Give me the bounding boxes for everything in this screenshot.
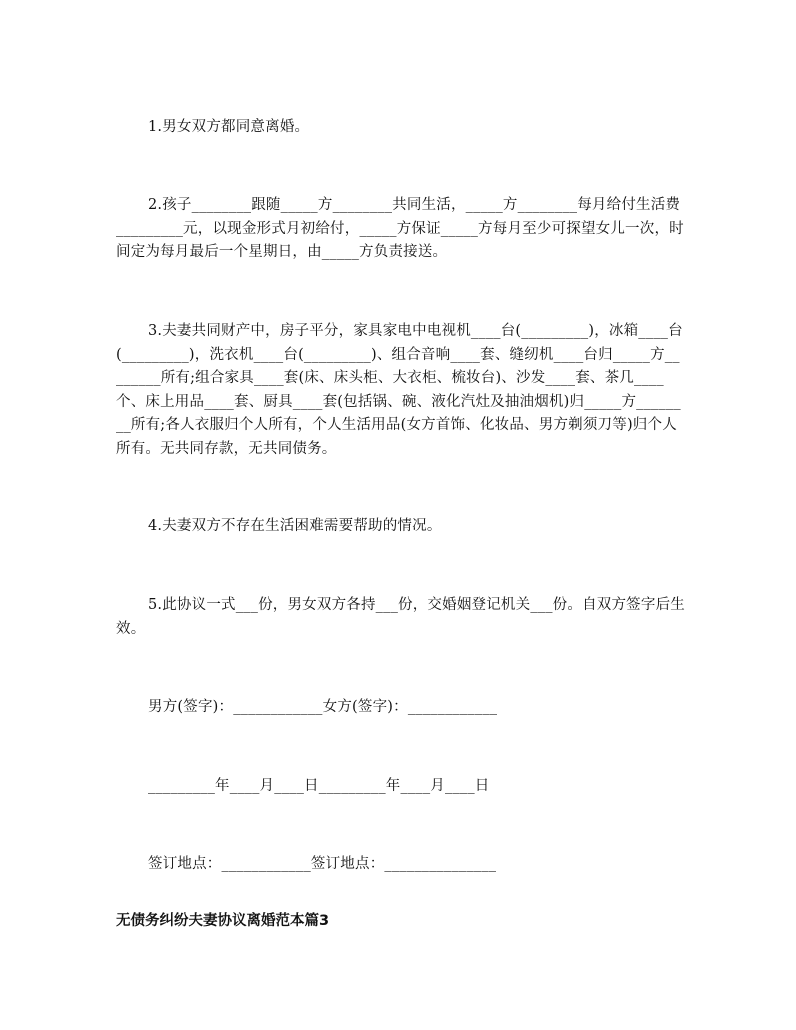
clause-3: 3.夫妻共同财产中，房子平分，家具家电中电视机____台(_________)，冰箱____台(_________)，洗衣机____台(_________)、组合音响____套、缝纫机____台归_____方________所有;组合家具____套(床、床头柜、大衣柜、梳妆台)、沙发____套、茶几____个、床上用品____套、厨具____套(包括锅、碗、液化汽灶及抽油烟机)归_____方________所有;各人衣服归个人所有，个人生活用品(女方首饰、化妆品、男方剃须刀等)归个人所有。无共同存款，无共同债务。 xyxy=(116,323,683,457)
date-line: _________年____月____日_________年____月____日 xyxy=(148,778,490,794)
clause-1: 1.男女双方都同意离婚。 xyxy=(148,119,310,135)
clause-4: 4.夫妻双方不存在生活困难需要帮助的情况。 xyxy=(148,518,442,534)
clause-5: 5.此协议一式___份，男女双方各持___份，交婚姻登记机关___份。自双方签字后生效。 xyxy=(116,597,685,637)
signing-place-line: 签订地点：____________签订地点：_______________ xyxy=(148,856,497,872)
signature-line: 男方(签字)：____________女方(签字)：____________ xyxy=(148,699,498,715)
clause-2: 2.孩子________跟随_____方________共同生活，_____方________每月给付生活费_________元，以现金形式月初给付，_____方保证_____方每月至少可探望女儿一次，时间定为每月最后一个星期日，由_____方负责接送。 xyxy=(116,197,684,260)
section-heading: 无债务纠纷夫妻协议离婚范本篇3 xyxy=(116,913,330,929)
